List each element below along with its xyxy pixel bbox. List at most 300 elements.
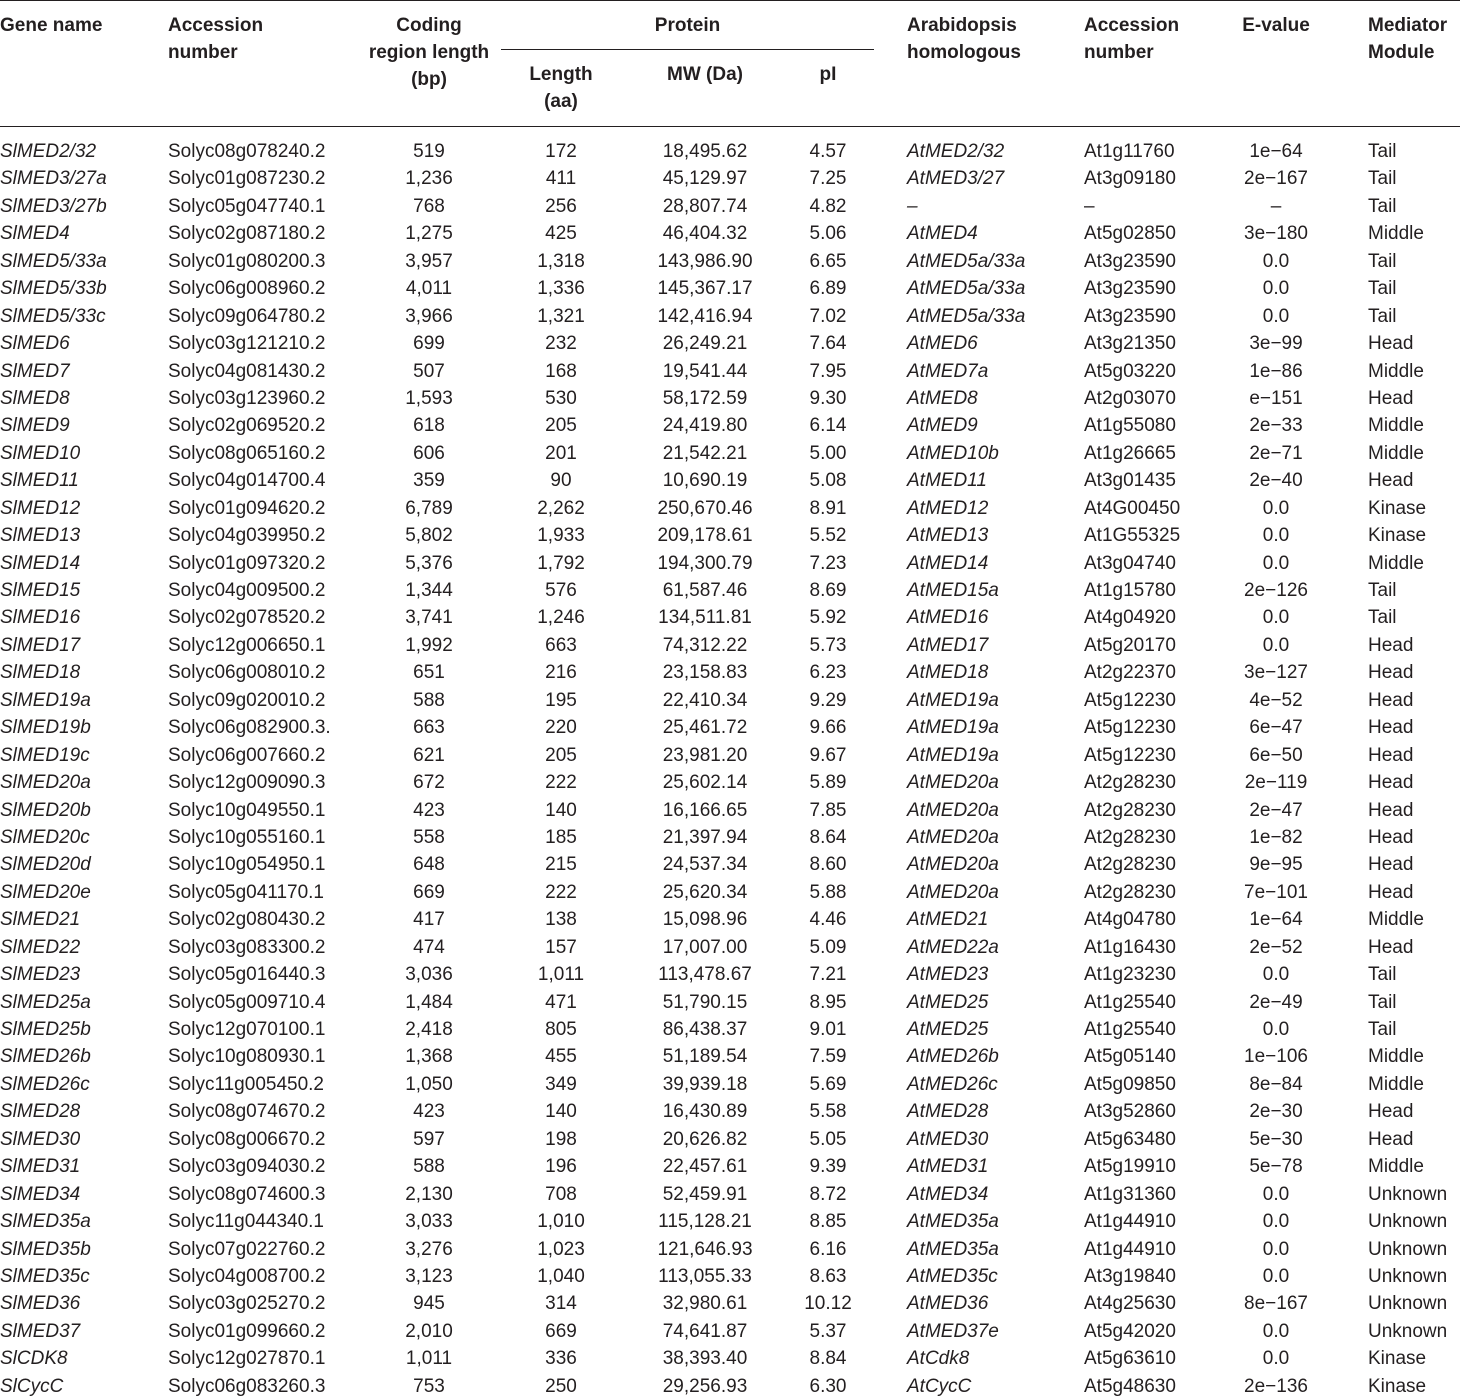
cell-arabidopsis: AtMED22a [907, 936, 999, 958]
cell-gene-name: SlMED18 [0, 662, 81, 684]
cell-mw: 24,537.34 [662, 854, 748, 876]
cell-at-accession: At5g42020 [1084, 1320, 1176, 1342]
cell-arabidopsis: AtMED35a [907, 1211, 999, 1233]
cell-at-accession: At5g63480 [1084, 1128, 1176, 1150]
cell-mw: 16,430.89 [662, 1101, 748, 1123]
cell-mw: 29,256.93 [662, 1375, 748, 1397]
cell-module: Middle [1368, 442, 1424, 464]
table-row [0, 440, 1460, 467]
cell-coding-length: 2,418 [405, 1019, 453, 1040]
cell-accession-number: Solyc05g047740.1 [168, 195, 326, 217]
cell-gene-name: SlMED17 [0, 634, 81, 656]
header-mw: MW (Da) [667, 64, 743, 85]
cell-protein-length: 455 [545, 1046, 577, 1068]
cell-at-accession: At3g23590 [1084, 278, 1176, 300]
cell-protein-length: 471 [545, 991, 577, 1013]
cell-mw: 51,189.54 [662, 1046, 748, 1068]
cell-coding-length: 1,344 [405, 580, 453, 601]
cell-mw: 113,055.33 [658, 1265, 752, 1287]
cell-module: Middle [1368, 1156, 1424, 1178]
cell-arabidopsis: AtMED20a [907, 799, 999, 821]
cell-arabidopsis: AtMED15a [907, 580, 999, 601]
cell-mw: 18,495.62 [662, 141, 748, 162]
cell-protein-length: 157 [545, 936, 577, 958]
cell-at-accession: At1g44910 [1084, 1211, 1176, 1233]
cell-mw: 20,626.82 [662, 1128, 748, 1150]
cell-protein-length: 2,262 [537, 497, 585, 519]
cell-protein-length: 1,011 [537, 964, 585, 986]
cell-module: Unknown [1368, 1238, 1448, 1260]
cell-e-value: 0.0 [1262, 634, 1290, 656]
header-bottom-rule [0, 126, 1460, 127]
cell-module: Head [1368, 662, 1414, 684]
cell-module: Tail [1368, 305, 1397, 327]
cell-pi: 5.88 [809, 881, 847, 903]
cell-module: Head [1368, 470, 1414, 492]
cell-accession-number: Solyc12g070100.1 [168, 1019, 326, 1040]
cell-arabidopsis: AtMED18 [907, 662, 989, 684]
cell-at-accession: At4g04780 [1084, 909, 1176, 931]
cell-accession-number: Solyc02g080430.2 [168, 909, 326, 931]
table-row [0, 522, 1460, 549]
cell-at-accession: At4g04920 [1084, 607, 1176, 629]
table-row [0, 358, 1460, 385]
cell-mw: 52,459.91 [662, 1183, 748, 1205]
cell-pi: 8.91 [809, 497, 847, 519]
cell-pi: 6.89 [809, 278, 847, 300]
cell-mw: 32,980.61 [662, 1293, 748, 1315]
table-row [0, 1016, 1460, 1043]
cell-protein-length: 530 [545, 387, 577, 409]
cell-mw: 25,620.34 [662, 881, 748, 903]
cell-protein-length: 90 [550, 470, 572, 492]
cell-coding-length: 3,741 [405, 607, 453, 629]
cell-mw: 38,393.40 [662, 1348, 748, 1370]
cell-protein-length: 222 [545, 772, 577, 794]
cell-mw: 28,807.74 [662, 195, 748, 217]
cell-at-accession: At2g28230 [1084, 826, 1176, 848]
cell-gene-name: SlMED25a [0, 991, 91, 1013]
cell-mw: 51,790.15 [662, 991, 748, 1013]
cell-mw: 134,511.81 [658, 607, 752, 629]
cell-module: Unknown [1368, 1320, 1448, 1342]
cell-e-value: 0.0 [1262, 964, 1290, 986]
cell-coding-length: 3,966 [405, 305, 453, 327]
cell-accession-number: Solyc01g087230.2 [168, 168, 326, 190]
cell-e-value: 1e−64 [1249, 909, 1303, 931]
cell-gene-name: SlMED12 [0, 497, 81, 519]
cell-protein-length: 1,933 [537, 525, 585, 547]
cell-module: Head [1368, 799, 1414, 821]
cell-module: Middle [1368, 1046, 1424, 1068]
cell-gene-name: SlMED11 [0, 470, 79, 492]
cell-at-accession: At5g63610 [1084, 1348, 1176, 1370]
cell-pi: 5.73 [809, 634, 847, 656]
cell-accession-number: Solyc07g022760.2 [168, 1238, 326, 1260]
cell-mw: 23,981.20 [662, 744, 748, 766]
cell-pi: 7.21 [809, 964, 847, 986]
cell-accession-number: Solyc01g097320.2 [168, 552, 326, 574]
cell-accession-number: Solyc02g087180.2 [168, 223, 326, 245]
header-arabidopsis-homologous: Arabidopsis homologous [907, 15, 1021, 63]
cell-e-value: 2e−136 [1244, 1375, 1308, 1397]
cell-e-value: 2e−126 [1244, 580, 1308, 601]
table-row [0, 1098, 1460, 1125]
cell-accession-number: Solyc05g009710.4 [168, 991, 326, 1013]
cell-pi: 10.12 [804, 1293, 852, 1315]
cell-at-accession: At1g25540 [1084, 991, 1176, 1013]
cell-e-value: 6e−50 [1249, 744, 1303, 766]
cell-mw: 17,007.00 [662, 936, 748, 958]
cell-mw: 58,172.59 [662, 387, 748, 409]
table-row [0, 495, 1460, 522]
cell-gene-name: SlMED26c [0, 1073, 90, 1095]
cell-module: Tail [1368, 195, 1397, 217]
cell-pi: 5.06 [809, 223, 847, 245]
cell-module: Tail [1368, 1019, 1397, 1040]
cell-pi: 5.08 [809, 470, 847, 492]
cell-at-accession: At5g12230 [1084, 717, 1176, 739]
cell-e-value: 3e−180 [1244, 223, 1308, 245]
table-row [0, 138, 1460, 165]
cell-at-accession: At5g12230 [1084, 689, 1176, 711]
cell-pi: 8.63 [809, 1265, 847, 1287]
header-at-accession-number: Accession number [1084, 15, 1180, 63]
cell-arabidopsis: AtMED20a [907, 772, 999, 794]
cell-mw: 46,404.32 [662, 223, 748, 245]
cell-protein-length: 205 [545, 744, 577, 766]
cell-e-value: 0.0 [1262, 250, 1290, 272]
cell-accession-number: Solyc04g081430.2 [168, 360, 326, 382]
cell-module: Tail [1368, 580, 1397, 601]
cell-accession-number: Solyc01g099660.2 [168, 1320, 326, 1342]
cell-accession-number: Solyc10g054950.1 [168, 854, 326, 876]
cell-e-value: 0.0 [1262, 1238, 1290, 1260]
cell-pi: 6.65 [809, 250, 847, 272]
cell-e-value: 1e−86 [1249, 360, 1303, 382]
protein-subrule [501, 49, 874, 50]
table-row [0, 550, 1460, 577]
cell-gene-name: SlMED37 [0, 1320, 81, 1342]
cell-mw: 26,249.21 [662, 333, 748, 355]
cell-gene-name: SlMED15 [0, 580, 81, 601]
cell-gene-name: SlMED4 [0, 223, 70, 245]
cell-coding-length: 1,275 [405, 223, 453, 245]
cell-at-accession: At1g55080 [1084, 415, 1176, 437]
cell-e-value: 0.0 [1262, 1320, 1290, 1342]
table-row [0, 248, 1460, 275]
cell-e-value: 8e−84 [1249, 1073, 1303, 1095]
cell-coding-length: 699 [413, 333, 445, 355]
cell-coding-length: 768 [413, 195, 445, 217]
cell-arabidopsis: AtMED34 [907, 1183, 989, 1205]
cell-gene-name: SlMED35c [0, 1265, 90, 1287]
cell-at-accession: At3g23590 [1084, 305, 1176, 327]
cell-pi: 6.23 [809, 662, 847, 684]
table-row [0, 1290, 1460, 1317]
cell-gene-name: SlMED20c [0, 826, 90, 848]
cell-mw: 24,419.80 [662, 415, 748, 437]
cell-pi: 5.09 [809, 936, 847, 958]
header-protein: Protein [654, 15, 721, 36]
cell-protein-length: 196 [545, 1156, 577, 1178]
cell-accession-number: Solyc10g055160.1 [168, 826, 326, 848]
cell-coding-length: 3,957 [405, 250, 453, 272]
cell-arabidopsis: AtCycC [907, 1375, 972, 1397]
cell-at-accession: At2g03070 [1084, 387, 1176, 409]
cell-arabidopsis: AtMED36 [907, 1293, 989, 1315]
cell-accession-number: Solyc03g094030.2 [168, 1156, 326, 1178]
cell-module: Head [1368, 854, 1414, 876]
cell-e-value: 2e−167 [1244, 168, 1308, 190]
cell-protein-length: 220 [545, 717, 577, 739]
table-top-rule [0, 0, 1460, 1]
cell-gene-name: SlMED34 [0, 1183, 81, 1205]
cell-accession-number: Solyc05g041170.1 [168, 881, 324, 903]
cell-accession-number: Solyc02g069520.2 [168, 415, 326, 437]
table-row [0, 1318, 1460, 1345]
cell-coding-length: 1,011 [405, 1348, 453, 1370]
cell-e-value: 0.0 [1262, 1183, 1290, 1205]
table-row [0, 687, 1460, 714]
table-row [0, 193, 1460, 220]
table-row [0, 220, 1460, 247]
cell-gene-name: SlMED35b [0, 1238, 91, 1260]
cell-protein-length: 256 [545, 195, 577, 217]
cell-coding-length: 2,010 [405, 1320, 453, 1342]
cell-e-value: 2e−33 [1249, 415, 1303, 437]
cell-pi: 5.58 [809, 1101, 847, 1123]
cell-gene-name: SlMED8 [0, 387, 70, 409]
cell-gene-name: SlMED20a [0, 772, 91, 794]
cell-at-accession: At5g20170 [1084, 634, 1176, 656]
cell-accession-number: Solyc04g009500.2 [168, 580, 326, 601]
cell-e-value: 0.0 [1262, 552, 1290, 574]
cell-gene-name: SlMED20e [0, 881, 91, 903]
table-row [0, 1181, 1460, 1208]
cell-gene-name: SlMED9 [0, 415, 70, 437]
cell-coding-length: 597 [413, 1128, 445, 1150]
cell-gene-name: SlMED21 [0, 909, 81, 931]
cell-e-value: 0.0 [1262, 1211, 1290, 1233]
cell-protein-length: 349 [545, 1073, 577, 1095]
cell-coding-length: 651 [413, 662, 445, 684]
cell-protein-length: 198 [545, 1128, 577, 1150]
cell-arabidopsis: AtMED37e [907, 1320, 999, 1342]
cell-at-accession: At1g26665 [1084, 442, 1176, 464]
cell-at-accession: At4G00450 [1084, 497, 1181, 519]
cell-arabidopsis: AtMED2/32 [907, 141, 1005, 162]
cell-arabidopsis: AtCdk8 [907, 1348, 970, 1370]
cell-coding-length: 663 [413, 717, 445, 739]
table-row [0, 1043, 1460, 1070]
cell-arabidopsis: AtMED20a [907, 881, 999, 903]
cell-arabidopsis: AtMED7a [907, 360, 989, 382]
cell-coding-length: 3,033 [405, 1211, 453, 1233]
cell-at-accession: At3g09180 [1084, 168, 1176, 190]
cell-e-value: 7e−101 [1244, 881, 1308, 903]
cell-e-value: 1e−82 [1249, 826, 1303, 848]
cell-pi: 7.02 [809, 305, 847, 327]
cell-at-accession: At5g03220 [1084, 360, 1176, 382]
cell-pi: 9.66 [809, 717, 847, 739]
cell-protein-length: 185 [545, 826, 577, 848]
table-row [0, 303, 1460, 330]
cell-accession-number: Solyc01g080200.3 [168, 250, 326, 272]
cell-pi: 8.69 [809, 580, 847, 601]
cell-module: Head [1368, 744, 1414, 766]
cell-e-value: 0.0 [1262, 305, 1290, 327]
cell-gene-name: SlMED5/33a [0, 250, 107, 272]
cell-coding-length: 417 [413, 909, 445, 931]
cell-e-value: 5e−78 [1249, 1156, 1303, 1178]
cell-accession-number: Solyc10g080930.1 [168, 1046, 326, 1068]
cell-arabidopsis: AtMED28 [907, 1101, 989, 1123]
cell-coding-length: 1,992 [405, 634, 453, 656]
cell-pi: 6.30 [809, 1375, 847, 1397]
cell-module: Kinase [1368, 1348, 1427, 1370]
cell-protein-length: 216 [545, 662, 577, 684]
cell-accession-number: Solyc08g074600.3 [168, 1183, 326, 1205]
cell-pi: 9.67 [809, 744, 847, 766]
cell-coding-length: 945 [413, 1293, 445, 1315]
cell-mw: 22,457.61 [662, 1156, 748, 1178]
cell-mw: 15,098.96 [662, 909, 748, 931]
cell-pi: 5.69 [809, 1073, 847, 1095]
cell-accession-number: Solyc08g078240.2 [168, 141, 326, 162]
cell-accession-number: Solyc03g123960.2 [168, 387, 326, 409]
cell-coding-length: 3,036 [405, 964, 453, 986]
cell-coding-length: 5,802 [405, 525, 453, 547]
cell-protein-length: 1,246 [537, 607, 585, 629]
cell-gene-name: SlMED31 [0, 1156, 81, 1178]
cell-coding-length: 423 [413, 799, 445, 821]
cell-module: Head [1368, 387, 1414, 409]
cell-protein-length: 215 [545, 854, 577, 876]
cell-module: Head [1368, 634, 1414, 656]
cell-protein-length: 1,040 [537, 1265, 585, 1287]
cell-pi: 8.60 [809, 854, 847, 876]
cell-mw: 61,587.46 [662, 580, 748, 601]
cell-module: Middle [1368, 415, 1424, 437]
cell-pi: 7.25 [809, 168, 847, 190]
cell-coding-length: 423 [413, 1101, 445, 1123]
cell-accession-number: Solyc06g007660.2 [168, 744, 326, 766]
cell-e-value: 2e−30 [1249, 1101, 1303, 1123]
cell-module: Head [1368, 881, 1414, 903]
table-row [0, 1263, 1460, 1290]
cell-at-accession: At1g11760 [1084, 141, 1175, 162]
cell-arabidopsis: AtMED35a [907, 1238, 999, 1260]
cell-coding-length: 5,376 [405, 552, 453, 574]
cell-accession-number: Solyc06g083260.3 [168, 1375, 326, 1397]
cell-at-accession: At2g28230 [1084, 799, 1176, 821]
table-row [0, 467, 1460, 494]
cell-gene-name: SlMED10 [0, 442, 81, 464]
cell-arabidopsis: AtMED17 [907, 634, 989, 656]
cell-e-value: 2e−49 [1249, 991, 1303, 1013]
cell-arabidopsis: AtMED19a [907, 689, 999, 711]
cell-at-accession: At3g52860 [1084, 1101, 1176, 1123]
cell-e-value: 0.0 [1262, 278, 1290, 300]
cell-accession-number: Solyc01g094620.2 [168, 497, 326, 519]
cell-gene-name: SlMED7 [0, 360, 70, 382]
cell-accession-number: Solyc04g008700.2 [168, 1265, 326, 1287]
cell-module: Head [1368, 826, 1414, 848]
cell-module: Kinase [1368, 525, 1427, 547]
cell-pi: 6.14 [809, 415, 847, 437]
cell-arabidopsis: AtMED5a/33a [907, 278, 1026, 300]
table-row [0, 1373, 1460, 1400]
cell-e-value: 2e−119 [1244, 772, 1308, 794]
cell-at-accession: At1g31360 [1084, 1183, 1176, 1205]
cell-gene-name: SlMED14 [0, 552, 81, 574]
table-row [0, 879, 1460, 906]
cell-protein-length: 138 [545, 909, 577, 931]
cell-mw: 10,690.19 [662, 470, 748, 492]
cell-at-accession: At5g05140 [1084, 1046, 1176, 1068]
cell-pi: 5.89 [809, 772, 847, 794]
table-row [0, 412, 1460, 439]
cell-accession-number: Solyc11g005450.2 [168, 1073, 324, 1095]
cell-module: Middle [1368, 360, 1424, 382]
cell-mw: 194,300.79 [657, 552, 753, 574]
cell-coding-length: 588 [413, 689, 445, 711]
cell-gene-name: SlCycC [0, 1375, 64, 1397]
cell-arabidopsis: AtMED16 [907, 607, 989, 629]
header-length: Length (aa) [529, 64, 593, 112]
table-row [0, 797, 1460, 824]
cell-e-value: – [1270, 195, 1282, 217]
cell-e-value: 0.0 [1262, 497, 1290, 519]
cell-module: Tail [1368, 991, 1397, 1013]
cell-module: Tail [1368, 250, 1397, 272]
header-mediator-module: Mediator Module [1368, 15, 1448, 63]
cell-gene-name: SlMED35a [0, 1211, 91, 1233]
cell-module: Unknown [1368, 1265, 1448, 1287]
cell-coding-length: 3,276 [405, 1238, 453, 1260]
cell-gene-name: SlMED5/33c [0, 305, 106, 327]
cell-mw: 74,641.87 [662, 1320, 748, 1342]
cell-protein-length: 201 [545, 442, 577, 464]
cell-at-accession: At1g15780 [1084, 580, 1176, 601]
cell-coding-length: 474 [413, 936, 445, 958]
cell-coding-length: 6,789 [405, 497, 453, 519]
cell-protein-length: 232 [545, 333, 577, 355]
cell-gene-name: SlMED36 [0, 1293, 81, 1315]
cell-accession-number: Solyc12g027870.1 [168, 1348, 326, 1370]
cell-coding-length: 4,011 [405, 278, 453, 300]
cell-coding-length: 648 [413, 854, 445, 876]
cell-accession-number: Solyc09g020010.2 [168, 689, 326, 711]
cell-module: Head [1368, 936, 1414, 958]
cell-e-value: 8e−167 [1244, 1293, 1308, 1315]
cell-at-accession: At1G55325 [1084, 525, 1181, 547]
cell-e-value: 3e−127 [1244, 662, 1308, 684]
cell-pi: 5.05 [809, 1128, 847, 1150]
cell-module: Head [1368, 1101, 1414, 1123]
cell-mw: 209,178.61 [657, 525, 753, 547]
cell-arabidopsis: AtMED9 [907, 415, 978, 437]
cell-gene-name: SlMED3/27a [0, 168, 107, 190]
cell-module: Head [1368, 333, 1414, 355]
cell-coding-length: 1,368 [405, 1046, 453, 1068]
cell-arabidopsis: AtMED3/27 [907, 168, 1005, 190]
cell-gene-name: SlMED28 [0, 1101, 81, 1123]
cell-arabidopsis: AtMED14 [907, 552, 989, 574]
cell-pi: 7.85 [809, 799, 847, 821]
cell-accession-number: Solyc02g078520.2 [168, 607, 326, 629]
